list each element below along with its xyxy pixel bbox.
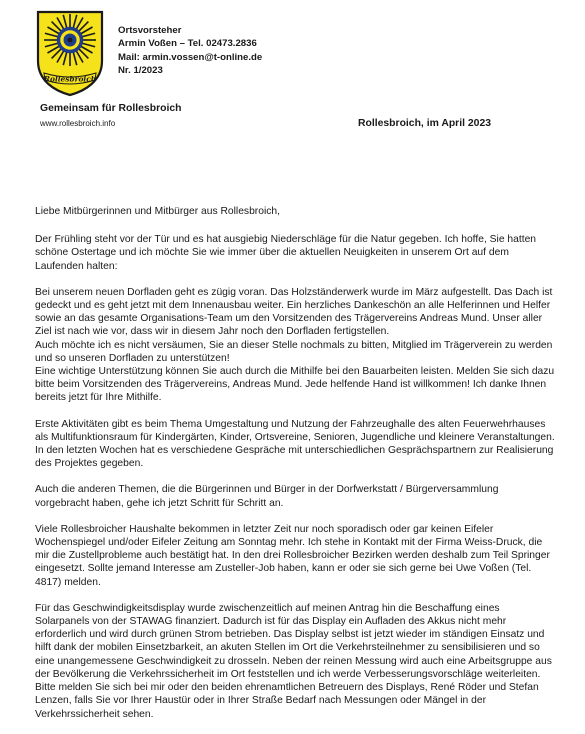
place-date: Rollesbroich, im April 2023: [358, 118, 492, 129]
paragraph-dorfladen: Bei unserem neuen Dorfladen geht es zügig voran. Das Holzständerwerk wurde im März aufgestellt. Das Dach ist gedeckt und es geht jetzt mit dem Innenausbau weiter. Ein herzliches Dankeschön an alle Helferinnen und Helfer sowie an das gesamte Organisations-Team um den Vorsitzenden des Trägervereins Andreas Mund. Unser aller Ziel ist nach wie vor, dass wir in diesem Jahr noch den Dorfladen fertigstellen. Auch möchte ich es nicht versäumen, Sie an dieser Stelle nochmals zu bitten, Mitglied im Trägerverein zu werden und so unseren Dorfladen zu unterstützen! Eine wichtige Unterstützung können Sie auch durch die Mithilfe bei den Bauarbeiten leisten. Melden Sie sich dazu bitte beim Vorsitzenden des Trägervereins, Andreas Mund. Jede helfende Hand ist willkommen! Ich danke Ihnen bereits jetzt für Ihre Mithilfe.: [35, 286, 555, 404]
sender-title: Ortsvorsteher: [118, 25, 182, 36]
crest-icon: [35, 9, 105, 97]
org-motto: Gemeinsam für Rollesbroich: [40, 103, 182, 114]
issue-number: Nr. 1/2023: [118, 65, 163, 77]
paragraph-display: Für das Geschwindigkeitsdisplay wurde zwischenzeitlich auf meinen Antrag hin die Beschaffung eines Solarpanels von der STAWAG finanziert. Dadurch ist für das Display ein Aufladen des Akkus nicht mehr erforderlich und wird durch grünen Strom betrieben. Das Display selbst ist jetzt wieder im ständigen Einsatz und hilft dank der mobilen Einsetzbarkeit, an akuten Stellen im Ort die Verkehrsteilnehmer zu sensibilisieren und so eine unangemessene Geschwindigkeit zu drosseln. Neben der reinen Messung wird auch eine Arbeitsgruppe aus der Bevölkerung die Verkehrssicherheit im Ort feststellen und ich werde Verbesserungsvorschläge weiterleiten. Bitte melden Sie sich bei mir oder den beiden ehrenamtlichen Betreuern des Displays, René Röder und Stefan Lenzen, falls Sie vor Ihrer Haustür oder in Ihrer Straße Bedarf nach Messungen oder Mängel in der Verkehrssicherheit sehen.: [35, 602, 552, 720]
sender-mail: Mail: armin.vossen@t-online.de: [118, 51, 263, 63]
letter-body: [35, 205, 555, 734]
letter-greeting: Liebe Mitbürgerinnen und Mitbürger aus Rollesbroich,: [35, 206, 280, 217]
paragraph-themen: Auch die anderen Themen, die die Bürgerinnen und Bürger in der Dorfwerkstatt / Bürgerversammlung vorgebracht haben, gehe ich jetzt Schritt für Schritt an.: [35, 484, 499, 509]
sender-name-phone: Armin Voßen – Tel. 02473.2836: [118, 38, 257, 50]
municipal-crest-logo: [35, 9, 105, 97]
website-link[interactable]: www.rollesbroich.info: [40, 119, 116, 128]
crest-text: Rollesbroich: [43, 74, 97, 84]
sender-block: [118, 24, 262, 78]
paragraph-intro: Der Frühling steht vor der Tür und es hat ausgiebig Niederschläge für die Natur gegeben. Ich hoffe, Sie hatten schöne Ostertage und ich möchte Sie wie immer über die aktuellen Neuigkeiten in unserem Ort auf dem Laufenden halten:: [35, 234, 537, 272]
paragraph-fahrzeughalle: Erste Aktivitäten gibt es beim Thema Umgestaltung und Nutzung der Fahrzeughalle des alten Feuerwehrhauses als Multifunktionsraum für Kindergärten, Kinder, Ortsvereine, Senioren, Jugendliche und kleinere Veranstaltungen. In den letzten Wochen hat es verschiedene Gespräche mit unterschiedlichen Gesprächspartnern zur Realisierung des Projektes gegeben.: [35, 418, 555, 470]
paragraph-zeitung: Viele Rollesbroicher Haushalte bekommen in letzter Zeit nur noch sporadisch oder gar keinen Eifeler Wochenspiegel und/oder Eifeler Zeitung am Sonntag mehr. Ich stehe in Kontakt mit der Firma Weiss-Druck, die mir die Zustellprobleme auch bestätigt hat. In den drei Rollesbroicher Bezirken werden deshalb zum Teil Springer eingesetzt. Sollte jemand Interesse am Zusteller-Job haben, kann er oder sie sich gerne bei Uwe Voßen (Tel. 4817) melden.: [35, 523, 550, 588]
